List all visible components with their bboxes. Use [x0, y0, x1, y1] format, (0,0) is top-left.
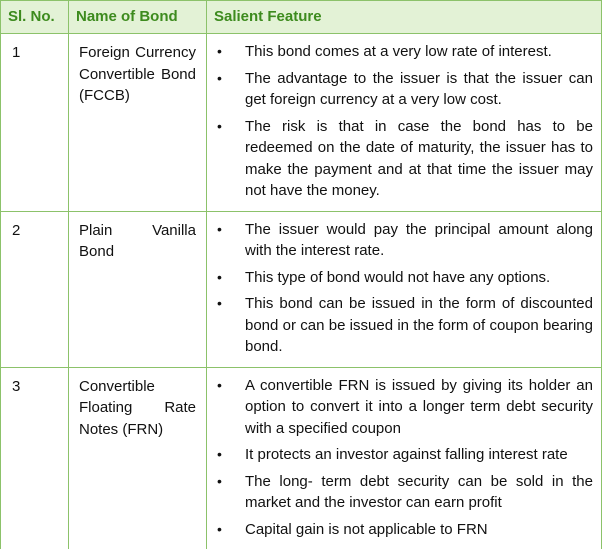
feature-text: It protects an investor against falling interest rate: [245, 446, 568, 463]
feature-text: The risk is that in case the bond has to be redeemed on the date of maturity, the issuer has to make the payment and at that time the issuer may not have the money.: [245, 118, 593, 200]
feature-text: A convertible FRN is issued by giving its holder an option to convert it into a longer term debt security with a specified coupon: [245, 377, 593, 437]
feature-text: This bond can be issued in the form of discounted bond or can be issued in the form of coupon bearing bond.: [245, 295, 593, 355]
sl-no-cell: 1: [1, 34, 69, 212]
feature-item: [215, 375, 593, 440]
feature-item: [215, 41, 593, 63]
table-row: [1, 367, 602, 549]
feature-cell: [207, 211, 602, 367]
feature-text: The issuer would pay the principal amount along with the interest rate.: [245, 221, 593, 260]
feature-item: [215, 68, 593, 111]
feature-text: The long- term debt security can be sold in the market and the investor can earn profit: [245, 473, 593, 512]
header-salient-feature: Salient Feature: [207, 1, 602, 34]
bullet-icon: •: [217, 471, 222, 493]
bond-name-cell: Convertible Floating Rate Notes (FRN): [69, 367, 207, 549]
bullet-icon: •: [217, 444, 222, 466]
feature-cell: [207, 367, 602, 549]
bond-name-cell: Plain Vanilla Bond: [69, 211, 207, 367]
bullet-icon: •: [217, 219, 222, 241]
feature-list: [215, 219, 593, 358]
feature-text: This bond comes at a very low rate of interest.: [245, 43, 552, 60]
bullet-icon: •: [217, 267, 222, 289]
table-body: [1, 34, 602, 549]
sl-no-cell: 3: [1, 367, 69, 549]
bullet-icon: •: [217, 519, 222, 541]
feature-item: [215, 219, 593, 262]
table-row: [1, 211, 602, 367]
bond-name-cell: Foreign Currency Convertible Bond (FCCB): [69, 34, 207, 212]
header-name-of-bond: Name of Bond: [69, 1, 207, 34]
bullet-icon: •: [217, 293, 222, 315]
table-header: [1, 1, 602, 34]
feature-item: [215, 267, 593, 289]
feature-item: [215, 471, 593, 514]
feature-text: The advantage to the issuer is that the issuer can get foreign currency at a very low cost.: [245, 70, 593, 109]
feature-list: [215, 41, 593, 202]
feature-item: [215, 293, 593, 358]
header-sl-no: Sl. No.: [1, 1, 69, 34]
bullet-icon: •: [217, 68, 222, 90]
feature-list: [215, 375, 593, 541]
feature-text: Capital gain is not applicable to FRN: [245, 521, 488, 538]
bullet-icon: •: [217, 41, 222, 63]
feature-text: This type of bond would not have any options.: [245, 269, 550, 286]
feature-cell: [207, 34, 602, 212]
header-row: [1, 1, 602, 34]
feature-item: [215, 519, 593, 541]
feature-item: [215, 116, 593, 202]
bullet-icon: •: [217, 116, 222, 138]
table-row: [1, 34, 602, 212]
feature-item: [215, 444, 593, 466]
bullet-icon: •: [217, 375, 222, 397]
sl-no-cell: 2: [1, 211, 69, 367]
